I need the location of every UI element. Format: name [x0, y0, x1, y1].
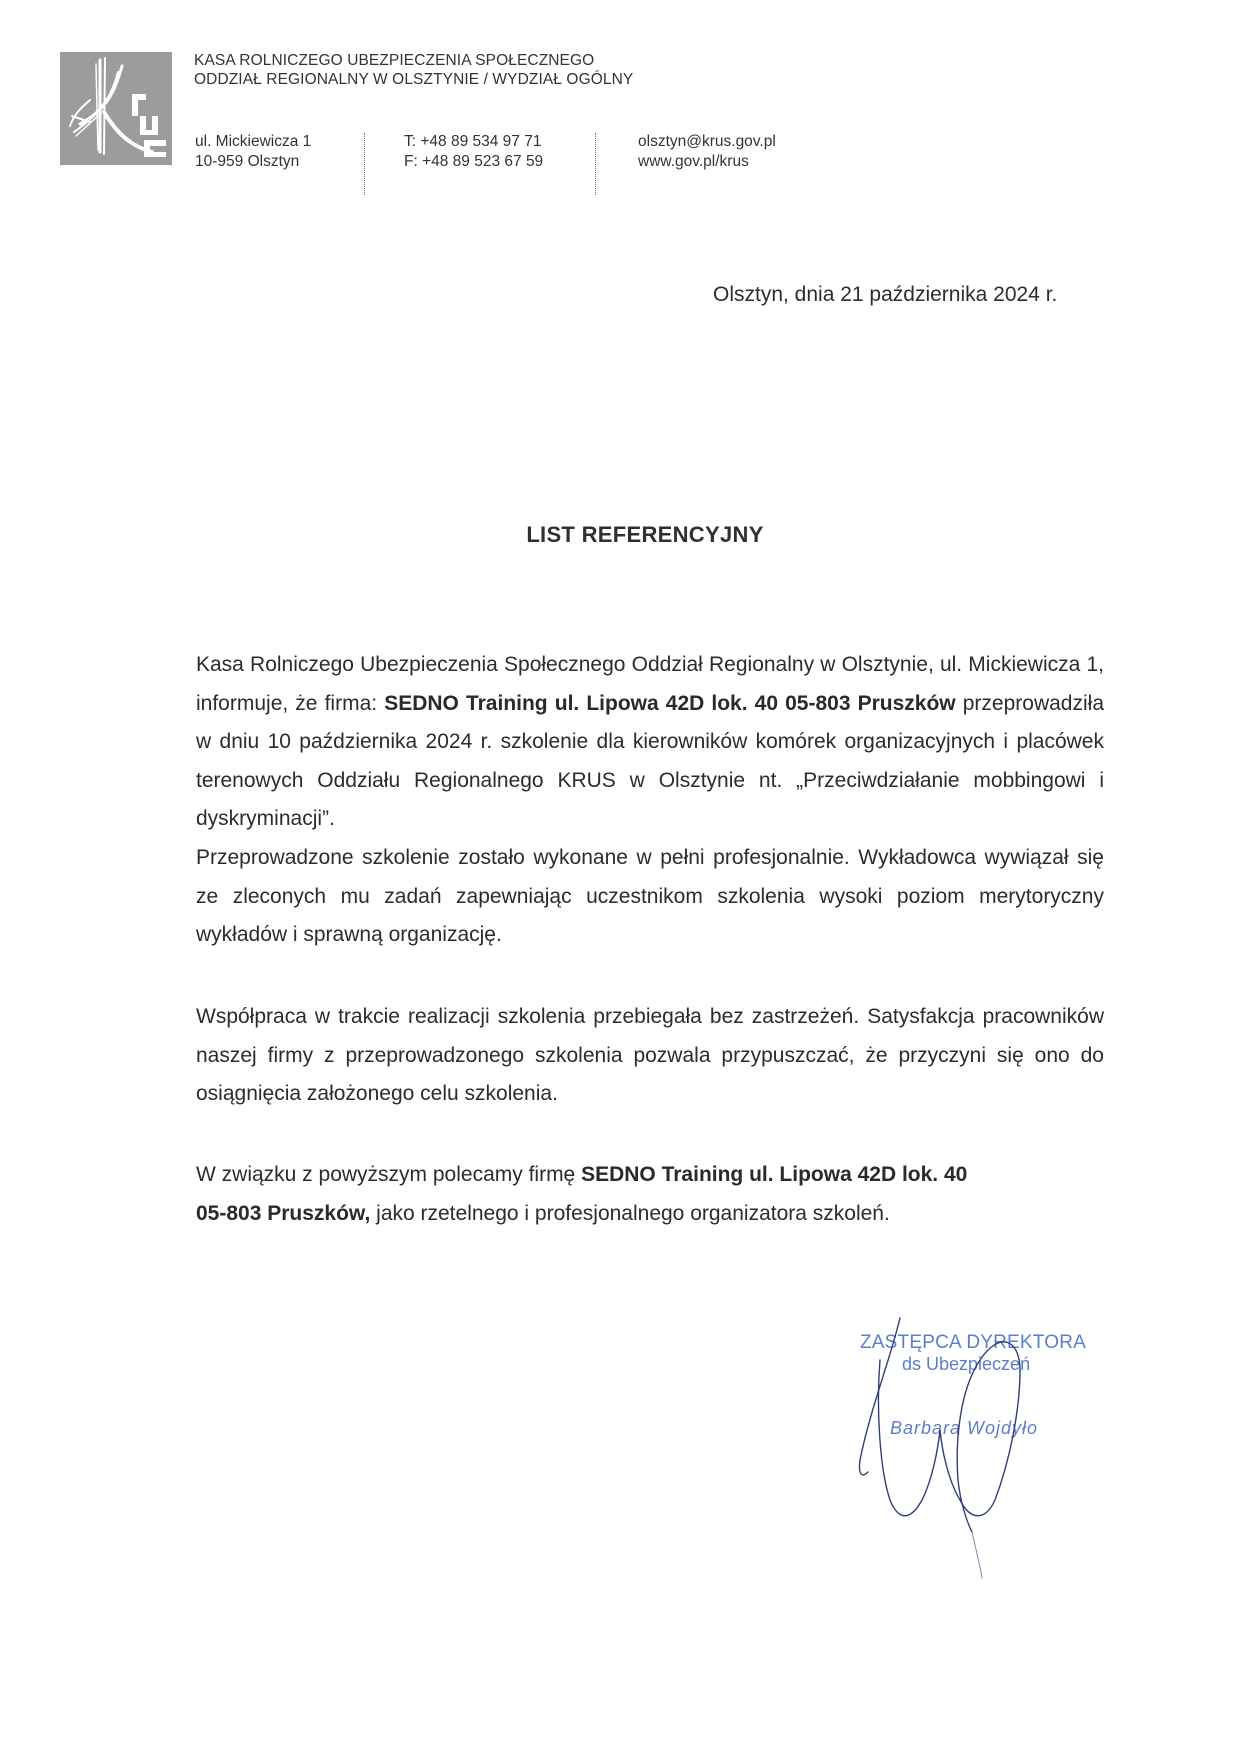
date-line: Olsztyn, dnia 21 października 2024 r. — [713, 283, 1058, 306]
krus-logo — [60, 52, 172, 165]
email-link[interactable]: olsztyn@krus.gov.pl — [638, 133, 776, 150]
paragraph-text: przeprowadziła w dniu 10 października 2024 r. szkolenie dla kierowników komórek organizacyjnych i placówek terenowych Oddziału Regionalnego KRUS w Olsztynie nt. „Przeciwdziałanie mobbingowi i dyskryminacji”. — [196, 691, 1104, 831]
paragraph-text: W związku z powyższym polecamy firmę — [196, 1163, 582, 1186]
org-department: ODDZIAŁ REGIONALNY W OLSZTYNIE / WYDZIAŁ OGÓLNY — [194, 71, 634, 88]
address-block — [195, 132, 311, 172]
paragraph-2: Współpraca w trakcie realizacji szkolenia przebiegała bez zastrzeżeń. Satysfakcja pracowników naszej firmy z przeprowadzonego szkolenia pozwala przypuszczać, że przyczyni się ono do osiągnięcia założonego celu szkolenia. — [196, 1005, 1104, 1106]
web-block — [638, 132, 776, 172]
krus-logo-icon — [60, 52, 172, 165]
paragraph-text: Kasa Rolniczego Ubezpieczenia Społecznego Oddział Regionalny w Olsztynie, ul. Mickiewicza 1, informuje, że firma: — [196, 653, 1104, 715]
paragraph-1 — [196, 646, 1104, 955]
header-divider — [595, 133, 596, 195]
document-title: LIST REFERENCYJNY — [526, 522, 764, 547]
paragraph-text: Przeprowadzone szkolenie zostało wykonane w pełni profesjonalnie. Wykładowca wywiązał się ze zleconych mu zadań zapewniając uczestnikom szkolenia wysoki poziom merytoryczny wykładów i sprawną organizację. — [196, 845, 1104, 947]
address-city: 10-959 Olsztyn — [195, 153, 300, 170]
org-name: KASA ROLNICZEGO UBEZPIECZENIA SPOŁECZNEGO — [194, 52, 595, 69]
company-name-bold: SEDNO Training ul. Lipowa 42D lok. 40 05-803 Pruszków — [384, 691, 956, 715]
phone-number: T: +48 89 534 97 71 — [404, 133, 542, 150]
company-address-bold: 05-803 Pruszków, — [196, 1201, 371, 1225]
stamp-position: ZASTĘPCA DYREKTORA — [860, 1332, 1087, 1353]
paragraph-text: jako rzetelnego i profesjonalnego organizatora szkoleń. — [370, 1201, 890, 1225]
phone-block — [404, 132, 543, 172]
signature-icon — [840, 1300, 1100, 1580]
fax-number: F: +48 89 523 67 59 — [404, 153, 544, 170]
paragraph-3 — [196, 1156, 1104, 1233]
stamp-division: ds Ubezpieczeń — [902, 1354, 1031, 1374]
website-link[interactable]: www.gov.pl/krus — [638, 153, 749, 170]
header-divider — [364, 133, 365, 195]
company-name-bold: SEDNO Training ul. Lipowa 42D lok. 40 — [581, 1163, 968, 1186]
handwritten-signature — [840, 1300, 1100, 1580]
stamp-name: Barbara Wojdyło — [890, 1418, 1039, 1438]
address-street: ul. Mickiewicza 1 — [195, 133, 312, 150]
